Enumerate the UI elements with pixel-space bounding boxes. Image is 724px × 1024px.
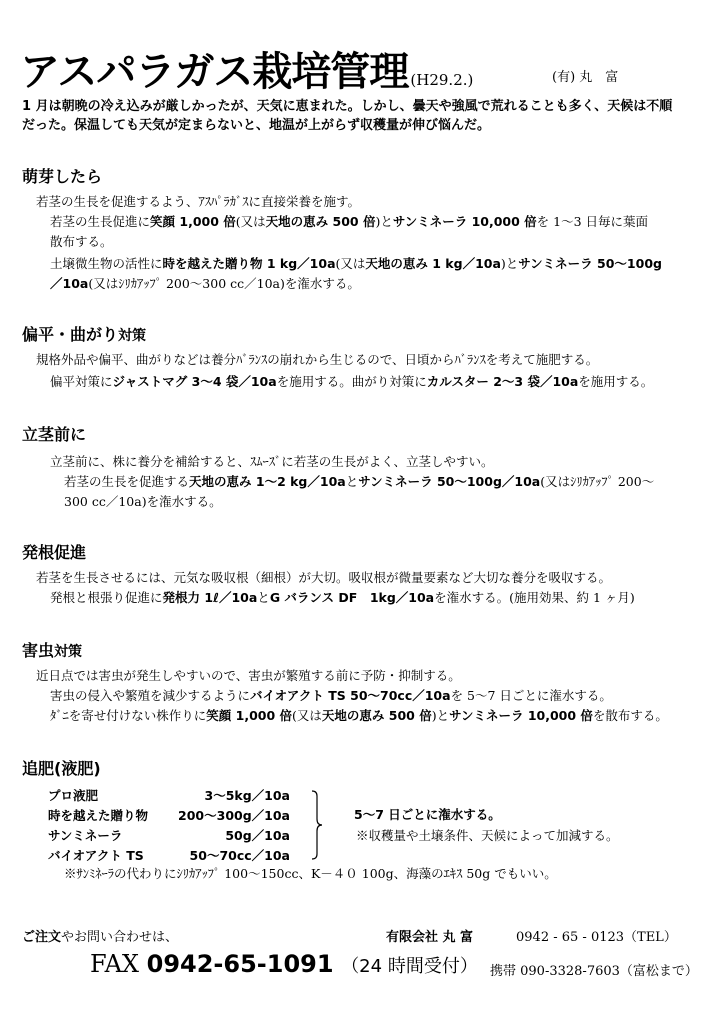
product-name: ／10a [50,276,89,291]
substitution-note: ※ｻﾝﾐﾈｰﾗの代わりにｼﾘｶｱｯﾌﾟ 100～150cc、K－４０ 100g、海藻のｴｷｽ 50g でもいい。 [64,866,557,881]
body-line [64,472,654,492]
product-name: サンミネーラ 50～100g／10a [358,474,541,489]
body-line: 立茎前に、株に養分を補給すると、ｽﾑｰｽﾞに若茎の生長がよく、立茎しやすい。 [50,454,494,469]
body-line: 若茎を生長させるには、元気な吸収根（細根）が大切。吸収根が微量要素など大切な養分を吸収する。 [36,570,612,585]
right-brace [310,790,324,860]
product-name: 笑顔 1,000 倍 [206,708,293,723]
text-span: 発根と根張り促進に [50,590,163,605]
text-span: を 1～3 日毎に葉面 [536,214,649,229]
brace-note-secondary: ※収穫量や土壌条件、天候によって加減する。 [356,828,619,843]
section-heading: 発根促進 [22,543,87,562]
product-name: カルスター 2～3 袋／10a [426,374,579,389]
text-span: を散布する。 [592,708,668,723]
intro-paragraph [22,97,712,135]
heading-text: 偏平・曲がり [22,325,119,344]
order-label: ご注文 [22,930,62,945]
company-name: 有限会社 丸 富 [386,930,474,945]
fertilizer-amount: 50g／10a [225,828,290,843]
title-company: (有) 丸 富 [552,70,619,85]
section-heading: 立茎前に [22,425,87,444]
text-span: を施用する。曲がり対策に [276,374,427,389]
fertilizer-name: 時を越えた贈り物 [48,808,149,823]
product-name: バイオアクト TS 50～70cc／10a [250,688,451,703]
text-span: を 5～7 日ごとに潅水する。 [450,688,612,703]
text-span: )と [500,256,519,271]
section-heading: 追肥(液肥) [22,759,101,778]
heading-suffix: 対策 [118,328,147,344]
section-heading: 萌芽したら [22,167,103,186]
body-line: 若茎の生長を促進するよう、ｱｽﾊﾟﾗｶﾞｽに直接栄養を施す。 [36,194,361,209]
product-name: サンミネーラ 50～100g [518,256,662,271]
body-line [50,706,668,726]
mobile-number: 携帯 090-3328-7603（富松まで） [490,964,698,979]
body-line [50,372,653,392]
product-name: 天地の恵み 1 kg／10a [365,256,501,271]
product-name: サンミネーラ 10,000 倍 [392,214,537,229]
fertilizer-amount: 3～5kg／10a [204,788,290,803]
intro-line-2: だった。保温しても天気が定まらないと、地温が上がらず収穫量が伸び悩んだ。 [22,118,491,133]
fertilizer-name: バイオアクト TS [48,848,144,863]
product-name: ジャストマグ 3～4 袋／10a [112,374,277,389]
fax-number: 0942-65-1091 [146,950,334,978]
fax-hours: （24 時間受付） [341,956,478,977]
fertilizer-amount: 50～70cc／10a [189,848,290,863]
text-span: (又は [235,214,266,229]
product-name: 時を越えた贈り物 1 kg／10a [162,256,336,271]
telephone-number: 0942 - 65 - 0123（TEL） [516,930,677,945]
product-name: 発根力 1ℓ／10a [162,590,258,605]
brace-note-primary: 5～7 日ごとに潅水する。 [354,807,501,822]
text-span: を潅水する。(施用効果、約 1 ヶ月) [434,590,635,605]
text-span: 若茎の生長を促進する [64,474,190,489]
text-span: 土壌微生物の活性に [50,256,163,271]
fertilizer-amount: 200～300g／10a [178,808,290,823]
fax-line [90,950,478,978]
body-line: 規格外品や偏平、曲がりなどは養分ﾊﾞﾗﾝｽの崩れから生じるので、日頃からﾊﾞﾗﾝｽを考えて施肥する。 [36,352,599,367]
text-span: 若茎の生長促進に [50,214,151,229]
text-span: (又は [335,256,366,271]
text-span: 偏平対策に [50,374,113,389]
body-line [50,588,635,608]
fertilizer-name: サンミネーラ [48,828,123,843]
text-span: を施用する。 [578,374,654,389]
intro-line-1: 1 月は朝晩の冷え込みが厳しかったが、天気に恵まれた。しかし、曇天や強風で荒れることも多く、天候は不順 [22,99,673,114]
fertilizer-name: プロ液肥 [48,788,99,803]
text-span: (又はｼﾘｶｱｯﾌﾟ 200～ [540,474,655,489]
body-line: 近日点では害虫が発生しやすいので、害虫が繁殖する前に予防・抑制する。 [36,668,461,683]
body-line [50,686,612,706]
text-span: (又は [292,708,322,723]
text-span: 害虫の侵入や繁殖を減少するように [50,688,251,703]
text-span: (又はｼﾘｶｱｯﾌﾟ 200～300 cc／10a)を潅水する。 [88,276,360,291]
product-name: 笑顔 1,000 倍 [150,214,236,229]
title-row [20,40,473,97]
text-span: ﾀﾞﾆを寄せ付けない株作りに [50,708,207,723]
order-inquiry [22,926,178,945]
body-line: 散布する。 [50,234,113,249]
product-name: サンミネーラ 10,000 倍 [449,708,593,723]
product-name: 天地の恵み 500 倍 [265,214,376,229]
heading-text: 害虫 [22,641,55,660]
body-line [50,212,648,232]
section-heading [22,322,146,345]
body-line: 300 cc／10a)を潅水する。 [64,494,222,509]
text-span: と [345,474,359,489]
page-title: アスパラガス栽培管理 [20,49,409,95]
fax-label: FAX [90,950,139,978]
text-span: )と [431,708,450,723]
body-line [50,274,360,294]
inquiry-text: やお問い合わせは、 [61,930,179,945]
heading-suffix: 対策 [54,644,83,660]
text-span: と [257,590,270,605]
product-name: 天地の恵み 500 倍 [321,708,432,723]
section-heading [22,638,82,661]
product-name: G バランス DF 1kg／10a [269,590,435,605]
body-line [50,254,662,274]
title-date: (H29.2.) [410,71,474,89]
product-name: 天地の恵み 1～2 kg／10a [189,474,346,489]
text-span: )と [375,214,393,229]
